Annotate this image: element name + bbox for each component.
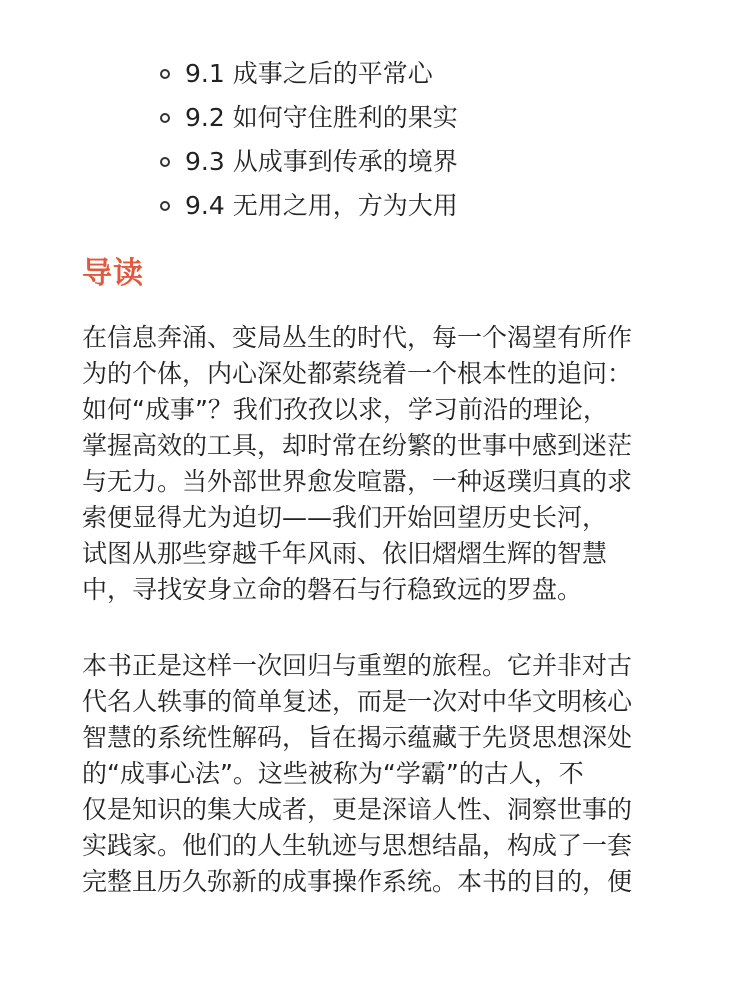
toc-item-label: 9.4 无用之用，方为大用: [185, 191, 458, 220]
toc-item-label: 9.2 如何守住胜利的果实: [185, 103, 458, 132]
paragraph-line: 掌握高效的工具，却时常在纷繁的世事中感到迷茫: [82, 431, 633, 460]
section-heading: 导读: [82, 256, 144, 291]
paragraph-line: 的“成事心法”。这些被称为“学霸”的古人，不: [82, 759, 584, 788]
paragraph-line: 在信息奔涌、变局丛生的时代，每一个渴望有所作: [82, 323, 633, 352]
paragraph-line: 仅是知识的集大成者，更是深谙人性、洞察世事的: [82, 795, 633, 824]
paragraph-line: 中，寻找安身立命的磐石与行稳致远的罗盘。: [82, 575, 583, 604]
intro-paragraph-1: [82, 320, 682, 608]
paragraph-line: 完整且历久弥新的成事操作系统。本书的目的，便: [82, 867, 633, 896]
paragraph-line: 索便显得尤为迫切——我们开始回望历史长河，: [82, 503, 608, 532]
hollow-circle-bullet-icon: [160, 157, 170, 167]
toc-item[interactable]: [160, 140, 720, 184]
hollow-circle-bullet-icon: [160, 113, 170, 123]
toc-item-label: 9.1 成事之后的平常心: [185, 59, 433, 88]
paragraph-line: 与无力。当外部世界愈发喧嚣，一种返璞归真的求: [82, 467, 633, 496]
intro-paragraph-2: [82, 648, 682, 900]
toc-item[interactable]: [160, 184, 720, 228]
paragraph-line: 如何“成事”？我们孜孜以求，学习前沿的理论，: [82, 395, 608, 424]
hollow-circle-bullet-icon: [160, 69, 170, 79]
toc-item-label: 9.3 从成事到传承的境界: [185, 147, 458, 176]
paragraph-line: 代名人轶事的简单复述，而是一次对中华文明核心: [82, 687, 633, 716]
hollow-circle-bullet-icon: [160, 201, 170, 211]
paragraph-line: 试图从那些穿越千年风雨、依旧熠熠生辉的智慧: [82, 539, 608, 568]
toc-item[interactable]: [160, 96, 720, 140]
paragraph-line: 实践家。他们的人生轨迹与思想结晶，构成了一套: [82, 831, 633, 860]
toc-item[interactable]: [160, 52, 720, 96]
paragraph-line: 为的个体，内心深处都萦绕着一个根本性的追问：: [82, 359, 633, 388]
paragraph-line: 本书正是这样一次回归与重塑的旅程。它并非对古: [82, 651, 633, 680]
paragraph-line: 智慧的系统性解码，旨在揭示蕴藏于先贤思想深处: [82, 723, 633, 752]
table-of-contents: [160, 52, 720, 228]
